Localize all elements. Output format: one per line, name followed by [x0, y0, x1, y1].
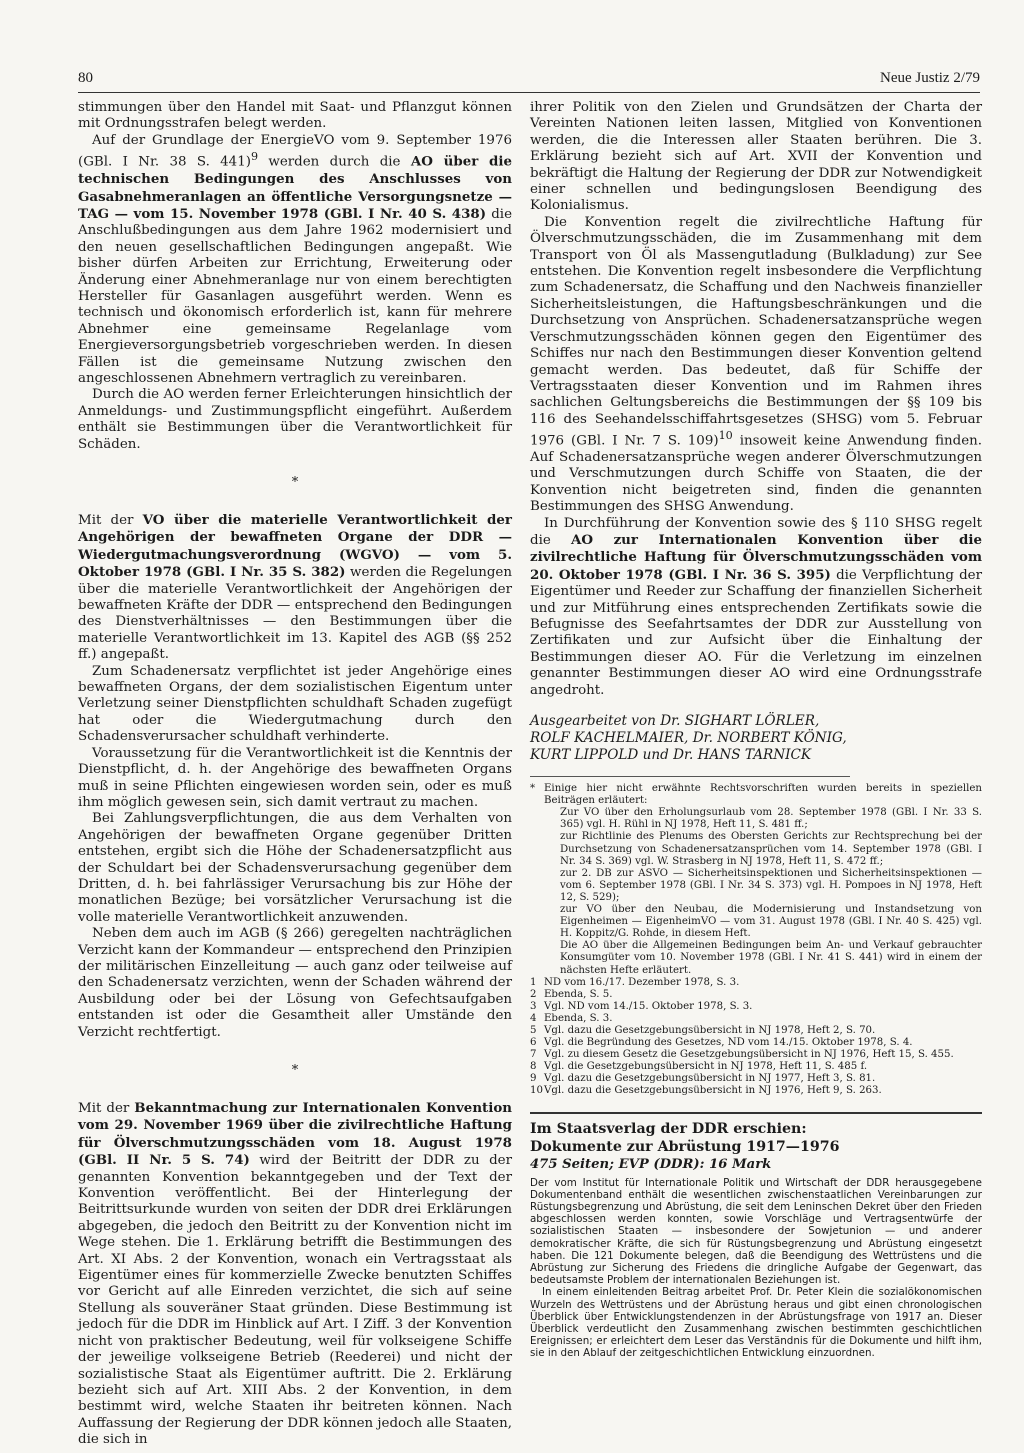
text: insoweit keine Anwendung finden. Auf Schadenersatzansprüche wegen anderer Ölverschmutzungen und Verschmutzungen durch Schiffe von Staaten, die der Konvention nicht beigetreten sind, finden die genannten Bestimmungen des SHSG Anwendung.	[530, 433, 982, 515]
footnote-text: zur Richtlinie des Plenums des Obersten Gerichts zur Rechtsprechung bei der Durchsetzung von Schadenersatzansprüchen vom 14. September 1978 (GBl. I Nr. 34 S. 369) vgl. W. Strasberg in NJ 1978, Heft 11, S. 472 ff.;	[560, 831, 982, 867]
footnote	[530, 1073, 982, 1085]
footnote-mark: 10	[530, 1085, 543, 1097]
paragraph: stimmungen über den Handel mit Saat- und Pflanzgut können mit Ordnungsstrafen belegt werden.	[78, 100, 512, 132]
footnote	[530, 831, 982, 867]
footnote-mark: *	[530, 783, 536, 795]
footnote-mark: 4	[530, 1012, 537, 1024]
footnote-mark	[530, 831, 544, 867]
paragraph: Voraussetzung für die Verantwortlichkeit ist die Kenntnis der Dienstpflicht, d. h. der Angehörige des bewaffneten Organs muß in seine Pflichten eingewiesen worden sein, oder es muß ihm möglich gewesen sein, sich damit vertraut zu machen.	[78, 745, 512, 810]
paragraph: ihrer Politik von den Zielen und Grundsätzen der Charta der Vereinten Nationen leiten lassen, Mitglied von Konventionen werden, die die Interessen aller Staaten berühren. Die 3. Erklärung bezieht sich auf Art. XVII der Konvention und bekräftigt die Haltung der Regierung der DDR zur Notwendigkeit einer schnellen und bedingungslosen Beendigung des Kolonialismus.	[530, 100, 982, 214]
text: Die Konvention regelt die zivilrechtliche Haftung für Ölverschmutzungsschäden, die im Zusammenhang mit dem Transport von Öl als Massengutladung (Bulkladung) zur See entstehen. Die Konvention regelt insbesondere die Verpflichtung zum Schadenersatz, die Schaffung und den Nachweis finanzieller Sicherheitsleistungen, die Haftungsbeschränkungen und die Durchsetzung von Ansprüchen. Schadenersatzansprüche wegen Verschmutzungsschäden können gegen den Eigentümer des Schiffes nur nach den Bestimmungen dieser Konvention geltend gemacht werden. Das bedeutet, daß für Schiffe der Vertragsstaaten dieser Konvention und im Rahmen ihres sachlichen Geltungsbereichs die Bestimmungen der §§ 109 bis 116 des Seehandelsschiffahrtsgesetzes (SHSG) vom 5. Februar 1976 (GBl. I Nr. 7 S. 109)	[530, 214, 982, 449]
footnote-text: Vgl. die Begründung des Gesetzes, ND vom 14./15. Oktober 1978, S. 4.	[544, 1037, 913, 1049]
left-column	[78, 100, 512, 1449]
footnote-mark: 8	[530, 1061, 537, 1073]
page-header	[78, 70, 980, 90]
footnotes-rule	[530, 776, 850, 783]
footnote-mark: 2	[530, 988, 537, 1000]
text: Auf der Grundlage der EnergieVO vom 9. September 1976 (GBl. I Nr. 38 S. 441)	[78, 132, 512, 170]
footnote	[530, 977, 982, 989]
footnote-text: ND vom 16./17. Dezember 1978, S. 3.	[544, 976, 740, 988]
text: In Durchführung der Konvention sowie des § 110 SHSG regelt die	[530, 515, 982, 549]
text: die Anschlußbedingungen aus dem Jahre 1962 modernisiert und den neuen gesellschaftlichen Bedingungen angepaßt. Wie bisher dürfen Arbeiten zur Errichtung, Erweiterung oder Änderung einer Abnehmeranlage nur von einem berechtigten Hersteller für Gasanlagen ausgeführt werden. Wenn es technisch und ökonomisch erforderlich ist, kann für mehrere Abnehmer eine gemeinsame Regelanlage vom Energieversorgungsbetrieb vorgeschrieben werden. In diesen Fällen ist die gemeinsame Nutzung zwischen den angeschlossenen Abnehmern vertraglich zu vereinbaren.	[78, 206, 512, 386]
footnote	[530, 1037, 982, 1049]
paragraph-convention	[78, 1100, 512, 1449]
footnote-text: Vgl. zu diesem Gesetz die Gesetzgebungsübersicht in NJ 1976, Heft 15, S. 455.	[544, 1049, 954, 1061]
footnote-text: zur VO über den Neubau, die Modernisierung und Instandsetzung von Eigenheimen — EigenheimVO — vom 31. August 1978 (GBl. I Nr. 40 S. 425) vgl. H. Koppitz/G. Rohde, in diesem Heft.	[560, 904, 982, 940]
footnote-mark	[530, 868, 544, 904]
footnote	[530, 1001, 982, 1013]
footnote-text: Vgl. dazu die Gesetzgebungsübersicht in NJ 1976, Heft 9, S. 263.	[544, 1085, 882, 1097]
paragraph-liability	[530, 215, 982, 516]
footnote-mark: 1	[530, 976, 537, 988]
text: werden die Regelungen über die materielle Verantwortlichkeit der Angehörigen der bewaffneten Kräfte der DDR — entsprechend den Bedingungen des Dienstverhältnisses — den Bestimmungen über die materielle Verantwortlichkeit im 13. Kapitel des AGB (§§ 252 ff.) angepaßt.	[78, 565, 512, 663]
announcement-heading: Im Staatsverlag der DDR erschien:	[530, 1120, 807, 1137]
footnote-ref: 9	[250, 150, 259, 164]
footnote	[530, 1025, 982, 1037]
footnote	[530, 1085, 982, 1097]
paragraph: Durch die AO werden ferner Erleichterungen hinsichtlich der Anmeldungs- und Zustimmungspflicht eingeführt. Außerdem enthält sie Bestimmungen über die Verantwortlichkeit für Schäden.	[78, 387, 512, 452]
footnote	[530, 807, 982, 831]
footnote-mark	[530, 940, 544, 976]
footnote-text: Ebenda, S. 3.	[544, 1012, 613, 1024]
right-column	[530, 100, 982, 1360]
page-number: 80	[78, 70, 93, 86]
footnote-mark: 6	[530, 1037, 537, 1049]
authors-line: Ausgearbeitet von Dr. SIGHART LÖRLER,	[530, 713, 820, 730]
book-details: 475 Seiten; EVP (DDR): 16 Mark	[530, 1156, 772, 1172]
header-rule	[78, 92, 980, 93]
regulation-title: Bekanntmachung zur Internationalen Konvention vom 29. November 1969 über die zivilrechtliche Haftung für Ölverschmutzungsschäden vom 18. August 1978 (GBl. II Nr. 5 S. 74)	[78, 1100, 512, 1169]
paragraph: Neben dem auch im AGB (§ 266) geregelten nachträglichen Verzicht kann der Kommandeur — entsprechend den Prinzipien der militärischen Einzelleitung — auch ganz oder teilweise auf den Schadenersatz verzichten, wenn der Schaden während der Ausbildung oder bei der Lösung von Gefechtsaufgaben entstanden ist oder die Gesamtheit aller Umstände den Verzicht rechtfertigt.	[78, 926, 512, 1040]
footnote	[530, 1013, 982, 1025]
footnote-mark	[530, 807, 544, 831]
footnotes	[530, 783, 982, 1097]
footnote	[530, 868, 982, 904]
footnote-mark: 9	[530, 1073, 537, 1085]
footnote-text: Die AO über die Allgemeinen Bedingungen beim An- und Verkauf gebrauchter Konsumgüter vom 10. November 1978 (GBl. I Nr. 41 S. 441) wird in einem der nächsten Hefte erläutert.	[560, 940, 982, 976]
text: werden durch die	[258, 154, 411, 170]
text: wird der Beitritt der DDR zu der genannten Konvention bekanntgegeben und der Text der Konvention veröffentlicht. Bei der Hinterlegung der Beitrittsurkunde wurden von seiten der DDR drei Erklärungen abgegeben, die jedoch den Beitritt zu der Konvention nicht im Wege stehen. Die 1. Erklärung betrifft die Bestimmungen des Art. XI Abs. 2 der Konvention, wonach ein Vertragsstaat als Eigentümer eines für kommerzielle Zwecke benutzten Schiffes vor Gericht auf alle Einreden verzichtet, die sich auf seine Stellung als souveräner Staat gründen. Diese Bestimmung ist jedoch für die DDR im Hinblick auf Art. I Ziff. 3 der Konvention nicht von praktischer Bedeutung, weil für volkseigene Schiffe der jeweilige volkseigene Betrieb (Reederei) und nicht der sozialistische Staat als Eigentümer auftritt. Die 2. Erklärung bezieht sich auf Art. XIII Abs. 2 der Konvention, in dem bestimmt wird, welche Staaten ihr beitreten können. Nach Auffassung der Regierung der DDR können jedoch alle Staaten, die sich in	[78, 1153, 512, 1448]
footnote-text: Vgl. dazu die Gesetzgebungsübersicht in NJ 1978, Heft 2, S. 70.	[544, 1024, 876, 1036]
authors-block	[530, 713, 982, 764]
footnote-mark: 5	[530, 1024, 537, 1036]
text: die Verpflichtung der Eigentümer und Reeder zur Schaffung der finanziellen Sicherheit und zur Mitführung eines entsprechenden Zertifikats sowie die Befugnisse des Seefahrtsamtes der DDR zur Ausstellung von Zertifikaten und zur Aufsicht über die Einhaltung der Bestimmungen dieser AO. Für die Verletzung im einzelnen genannter Bestimmungen dieser AO wird eine Ordnungsstrafe angedroht.	[530, 567, 982, 698]
footnote-text: Vgl. die Gesetzgebungsübersicht in NJ 1978, Heft 11, S. 485 f.	[544, 1061, 868, 1073]
footnote-text: Vgl. dazu die Gesetzgebungsübersicht in NJ 1977, Heft 3, S. 81.	[544, 1073, 876, 1085]
paragraph: Bei Zahlungsverpflichtungen, die aus dem Verhalten von Angehörigen der bewaffneten Organe gegenüber Dritten entstehen, ergibt sich die Höhe der Schadenersatzpflicht aus der Schuldart bei der Schadensverursachung gegenüber dem Dritten, d. h. bei fahrlässiger Verursachung bis zur Höhe der monatlichen Bezüge; bei vorsätzlicher Verursachung ist die volle materielle Verantwortlichkeit anzuwenden.	[78, 811, 512, 925]
paragraph-ao	[530, 516, 982, 699]
book-title: Dokumente zur Abrüstung 1917—1976	[530, 1138, 840, 1155]
footnote-mark: 3	[530, 1000, 537, 1012]
authors-line: KURT LIPPOLD und Dr. HANS TARNICK	[530, 747, 812, 764]
announcement-text: In einem einleitenden Beitrag arbeitet Prof. Dr. Peter Klein die sozialökonomischen Wurzeln des Wettrüstens und der Abrüstung heraus und gibt einen chronologischen Überblick über Entwicklungstendenzen in der Abrüstungsfrage von 1917 an. Dieser Überblick verdeutlicht den Zusammenhang zwischen bestimmten geschichtlichen Ereignissen; er erleichtert dem Leser das Verständnis für die Dokumente und hilft ihm, sie in den Ablauf der zeitgeschichtlichen Entwicklung einzuordnen.	[530, 1286, 982, 1360]
footnote	[530, 1061, 982, 1073]
footnote-ref: 10	[718, 429, 733, 443]
footnote	[530, 783, 982, 807]
text: Mit der	[78, 1101, 135, 1116]
footnote-text: Einige hier nicht erwähnte Rechtsvorschriften wurden bereits in speziellen Beiträgen erläutert:	[544, 783, 982, 807]
footnote-text: Zur VO über den Erholungsurlaub vom 28. September 1978 (GBl. I Nr. 33 S. 365) vgl. H. Rühl in NJ 1978, Heft 11, S. 481 ff.;	[560, 807, 982, 831]
paragraph-wgvo	[78, 512, 512, 664]
footnote	[530, 904, 982, 940]
footnote-text: zur 2. DB zur ASVO — Sicherheitsinspektionen und Sicherheitsinspektionen — vom 6. September 1978 (GBl. I Nr. 34 S. 373) vgl. H. Pompoes in NJ 1978, Heft 12, S. 529);	[560, 867, 982, 903]
announcement-text: Der vom Institut für Internationale Politik und Wirtschaft der DDR herausgegebene Dokumentenband enthält die wesentlichen zwischenstaatlichen Vereinbarungen zur Rüstungsbegrenzung und Abrüstung, die seit dem Leninschen Dekret über den Frieden abgeschlossen werden konnten, sowie Vorschläge und Vertragsentwürfe der sozialistischen Staaten — insbesondere der Sowjetunion — und anderer demokratischer Kräfte, die sich für Rüstungsbegrenzung und Abrüstung eingesetzt haben. Die 121 Dokumente belegen, daß die Beendigung des Wettrüstens und die Abrüstung zur Sicherung des Friedens die dringliche Aufgabe der Gegenwart, das bedeutsamste Problem der internationalen Beziehungen ist.	[530, 1176, 982, 1287]
footnote-text: Vgl. ND vom 14./15. Oktober 1978, S. 3.	[544, 1000, 753, 1012]
footnote-mark: 7	[530, 1049, 537, 1061]
footnote-text: Ebenda, S. 5.	[544, 988, 613, 1000]
regulation-title: AO zur Internationalen Konvention über die zivilrechtliche Haftung für Ölverschmutzungsschäden vom 20. Oktober 1978 (GBl. I Nr. 36 S. 395)	[530, 532, 982, 583]
regulation-title: AO über die technischen Bedingungen des Anschlusses von Gasabnehmeranlagen an öffentliche Versorgungsnetze — TAG — vom 15. November 1978 (GBl. I Nr. 40 S. 438)	[78, 153, 512, 222]
authors-line: ROLF KACHELMAIER, Dr. NORBERT KÖNIG,	[530, 730, 847, 747]
section-separator: *	[291, 1063, 299, 1078]
footnote	[530, 1049, 982, 1061]
footnote	[530, 989, 982, 1001]
footnote-mark	[530, 904, 544, 940]
paragraph-tag	[78, 133, 512, 388]
text: Mit der	[78, 513, 143, 528]
footnote	[530, 940, 982, 976]
publisher-announcement	[530, 1112, 982, 1360]
regulation-title: VO über die materielle Verantwortlichkeit der Angehörigen der bewaffneten Organe der DDR — Wiedergutmachungsverordnung (WGVO) — vom 5. Oktober 1978 (GBl. I Nr. 35 S. 382)	[78, 512, 512, 581]
paragraph: Zum Schadenersatz verpflichtet ist jeder Angehörige eines bewaffneten Organs, der dem sozialistischen Eigentum unter Verletzung seiner Dienstpflichten schuldhaft Schaden zugefügt hat oder die Wiedergutmachung durch den Schadensverursacher schuldhaft verhinderte.	[78, 663, 512, 745]
journal-issue: Neue Justiz 2/79	[880, 70, 980, 86]
section-separator: *	[291, 475, 299, 490]
